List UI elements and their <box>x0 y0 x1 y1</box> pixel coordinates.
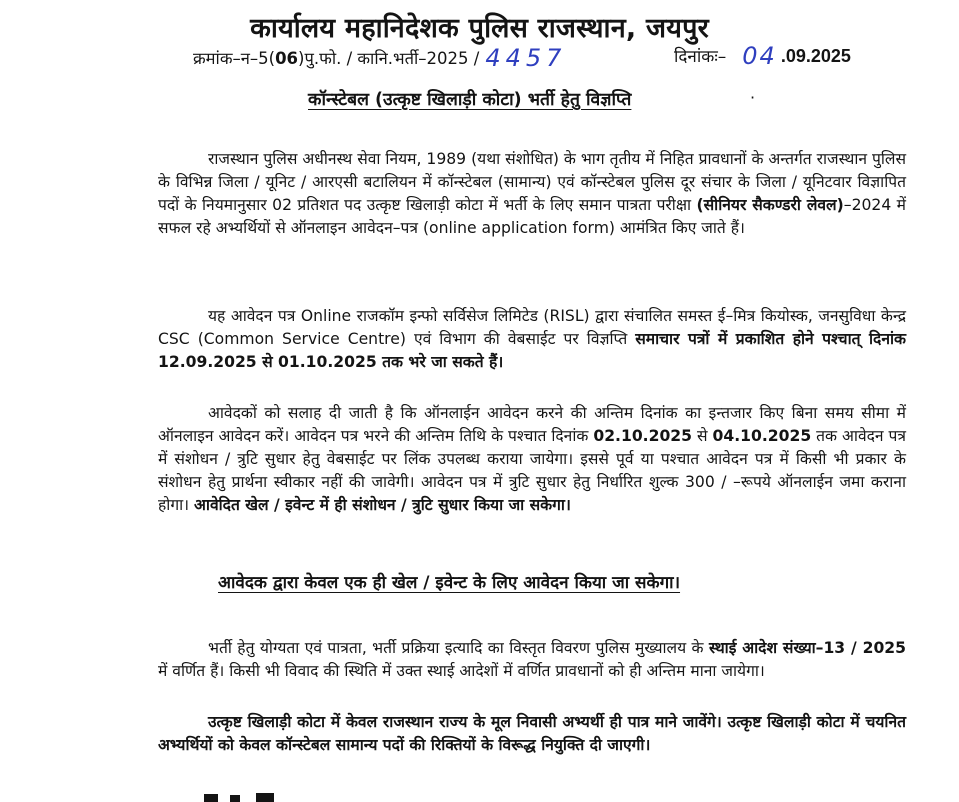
reference-handwritten-number: 4457 <box>485 44 567 72</box>
p3-bold-correction-note: आवेदित खेल / इवेन्ट में ही संशोधन / त्रुटि सुधार किया जा सकेगा। <box>194 495 571 514</box>
paragraph-standing-order <box>158 637 906 683</box>
p3-text-a: आवेदकों को सलाह दी जाती है कि ऑनलाईन आवेदन करने की अन्तिम दिनांक का इन्तजार किए बिना समय सीमा में ऑनलाइन आवेदन करें। आवेदन पत्र भरने की अन्तिम तिथि के पश्चात दिनांक <box>158 403 906 445</box>
p3-text-c: तक आवेदन पत्र में संशोधन / त्रुटि सुधार हेतु वेबसाईट पर लिंक उपलब्ध कराया जायेगा। इससे पूर्व या पश्चात आवेदन पत्र में किसी भी प्रकार के संशोधन हेतु प्रार्थना स्वीकार नहीं की जावेगी। आवेदन पत्र में त्रुटि सुधार हेतु निर्धारित शुल्क 300 / –रूपये ऑनलाईन जमा कराना होगा। <box>158 426 906 514</box>
paragraph-correction-window <box>158 402 906 517</box>
p3-bold-start-date: 02.10.2025 <box>593 426 692 445</box>
p1-text-a: राजस्थान पुलिस अधीनस्थ सेवा नियम, 1989 (यथा संशोधित) के भाग तृतीय में निहित प्रावधानों के अन्तर्गत राजस्थान पुलिस के विभिन्न जिला / यूनिट / आरएसी बटालियन में कॉन्स्टेबल (सामान्य) एवं कॉन्स्टेबल पुलिस दूर संचार के जिला / यूनिटवार विज्ञापित पदों के नियमानुसार 02 प्रतिशत पद उत्कृष्ट खिलाड़ी कोटा में भर्ती के लिए समान पात्रता परीक्षा <box>158 149 906 214</box>
reference-overwrite: 06 <box>275 49 299 68</box>
p3-bold-end-date: 04.10.2025 <box>712 426 812 445</box>
reference-printed-2: )पु.फो. / कानि.भर्ती–2025 / <box>298 49 480 68</box>
p1-text-b: –2024 में सफल रहे अभ्यर्थियों से ऑनलाइन आवेदन–पत्र (online application form) आमंत्रित किए जाते हैं। <box>158 195 907 237</box>
paragraph-domicile-condition: उत्कृष्ट खिलाड़ी कोटा में केवल राजस्थान राज्य के मूल निवासी अभ्यर्थी ही पात्र माने जावेंगे। उत्कृष्ट खिलाड़ी कोटा में चयनित अभ्यर्थियों को केवल कॉन्स्टेबल सामान्य पदों की रिक्तियों के विरूद्ध नियुक्ति दी जाएगी। <box>158 712 906 754</box>
heading-mark: · <box>750 88 756 107</box>
p2-bold-dates: समाचार पत्रों में प्रकाशित होने पश्चात् दिनांक 12.09.2025 से 01.10.2025 तक भरे जा सकते हैं। <box>158 329 906 371</box>
notice-heading: कॉन्स्टेबल (उत्कृष्ट खिलाड़ी कोटा) भर्ती हेतु विज्ञप्ति <box>308 90 632 110</box>
reference-number <box>193 44 566 72</box>
paragraph-application-dates <box>158 305 906 374</box>
issue-date <box>674 42 851 70</box>
p2-text-a: यह आवेदन पत्र Online राजकॉम इन्फो सर्विसेज लिमिटेड (RISL) द्वारा संचालित समस्त ई–मित्र कियोस्क, जनसुविधा केन्द्र CSC (Common Service Centre) एवं विभाग की वेबसाईट पर विज्ञप्ति <box>158 306 906 348</box>
p4-text-b: में वर्णित हैं। किसी भी विवाद की स्थिति में उक्त स्थाई आदेशों में वर्णित प्रावधानों को ही अन्तिम माना जायेगा। <box>158 661 765 680</box>
p4-text-a: भर्ती हेतु योग्यता एवं पात्रता, भर्ती प्रक्रिया इत्यादि का विस्तृत विवरण पुलिस मुख्यालय के <box>208 638 709 657</box>
p1-bold-level: (सीनियर सैकण्डरी लेवल) <box>696 195 844 214</box>
date-printed: .09.2025 <box>780 46 851 66</box>
reference-printed: क्रमांक–न–5( <box>193 49 276 68</box>
cut-off-text-fragment <box>200 792 280 802</box>
single-event-subheading: आवेदक द्वारा केवल एक ही खेल / इवेन्ट के लिए आवेदन किया जा सकेगा। <box>218 573 681 593</box>
p4-bold-order-number: स्थाई आदेश संख्या–13 / 2025 <box>708 638 906 657</box>
p3-text-b: से <box>692 426 713 445</box>
date-label: दिनांकः– <box>674 47 727 67</box>
paragraph-eligibility-intro <box>158 148 906 240</box>
office-title: कार्यालय महानिदेशक पुलिस राजस्थान, जयपुर <box>250 13 709 44</box>
date-handwritten-day: 04 <box>742 42 777 70</box>
